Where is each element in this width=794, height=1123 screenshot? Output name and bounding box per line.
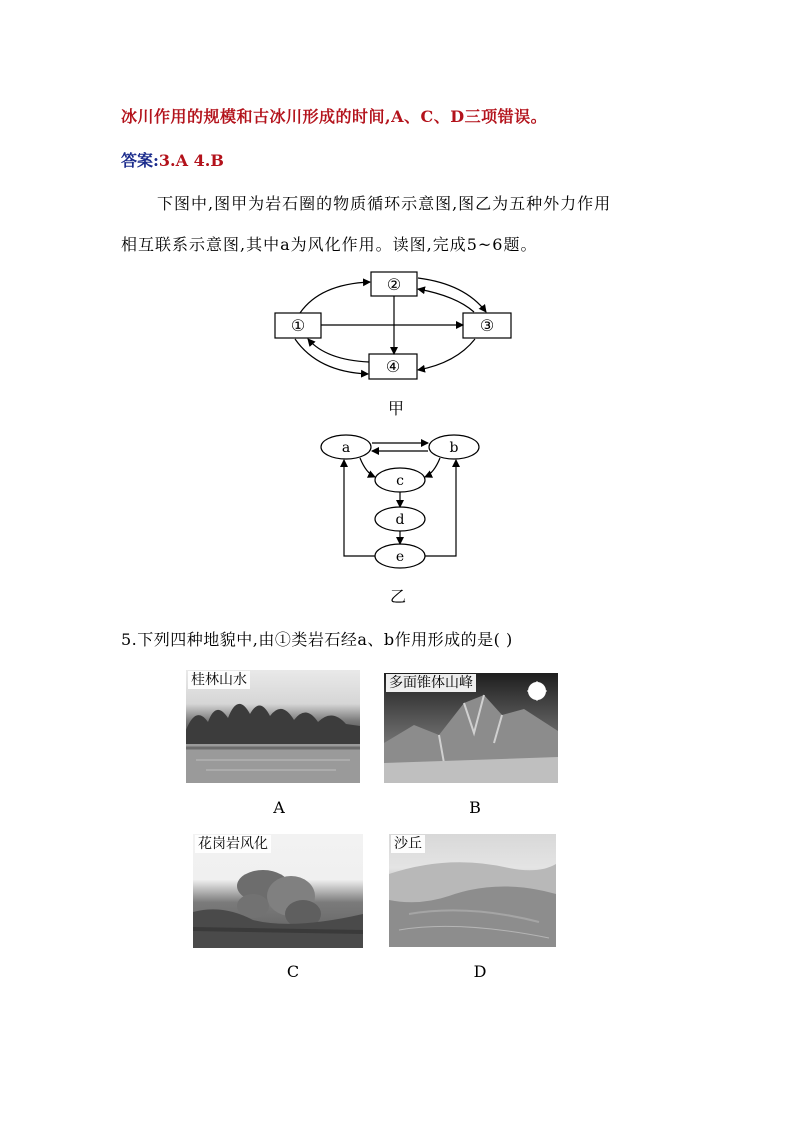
node-label-2: ② <box>386 275 402 294</box>
option-a-title: 桂林山水 <box>188 671 250 689</box>
option-b-letter: B <box>469 798 481 817</box>
arrow-1-to-4 <box>295 339 368 374</box>
option-b-photo[interactable] <box>384 673 558 783</box>
node-label-d: d <box>395 512 405 528</box>
arrow-a-to-c <box>360 458 375 477</box>
node-label-1: ① <box>290 316 306 335</box>
explanation-tail: 冰川作用的规模和古冰川形成的时间,A、C、D三项错误。 <box>121 107 548 126</box>
answer-label: 答案: <box>121 151 159 170</box>
answer-text: 3.A 4.B <box>158 151 224 170</box>
intro-line-1: 下图中,图甲为岩石圈的物质循环示意图,图乙为五种外力作用 <box>157 194 612 213</box>
node-label-e: e <box>395 549 405 565</box>
node-label-4: ④ <box>385 357 401 376</box>
arrow-b-to-c <box>425 458 440 477</box>
option-d-letter: D <box>473 962 487 981</box>
option-b-title: 多面锥体山峰 <box>386 674 476 692</box>
diagram-yi-caption: 乙 <box>389 587 407 606</box>
arrow-3-to-4 <box>418 339 475 370</box>
arrow-3-to-2 <box>418 289 474 312</box>
arrow-4-to-1 <box>308 339 369 362</box>
arrow-1-to-2 <box>300 282 370 313</box>
option-a-letter: A <box>273 798 285 817</box>
diagram-yi <box>300 425 500 610</box>
node-label-c: c <box>396 473 404 489</box>
diagram-jia <box>260 262 530 422</box>
diagram-jia-caption: 甲 <box>387 399 405 418</box>
node-label-3: ③ <box>479 316 495 335</box>
node-label-b: b <box>449 440 459 456</box>
option-d-title: 沙丘 <box>391 835 425 853</box>
option-d-photo[interactable] <box>389 834 556 947</box>
arrow-2-to-3 <box>418 278 486 312</box>
answer-line <box>121 148 224 171</box>
question-5-stem: 5.下列四种地貌中,由①类岩石经a、b作用形成的是( ) <box>121 630 513 649</box>
intro-line-2: 相互联系示意图,其中a为风化作用。读图,完成5~6题。 <box>121 235 538 254</box>
option-c-photo[interactable] <box>193 834 363 948</box>
option-c-letter: C <box>286 962 300 981</box>
node-label-a: a <box>341 440 351 456</box>
option-c-title: 花岗岩风化 <box>195 835 271 853</box>
option-a-photo[interactable] <box>186 670 360 783</box>
